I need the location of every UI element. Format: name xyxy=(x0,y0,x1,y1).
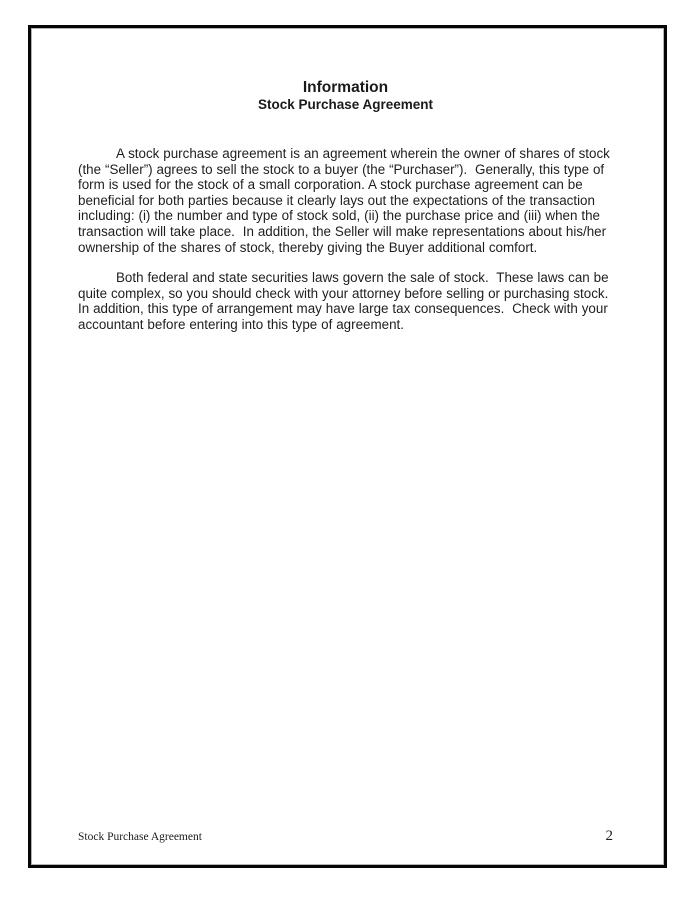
page-border xyxy=(28,25,667,868)
paragraph-legal-notice: Both federal and state securities laws govern the sale of stock. These laws can be quite complex, so you should check with your attorney before selling or purchasing stock. In addition, this type of arrangement may have large tax consequences. Check with your accountant before entering into this type of agreement. xyxy=(78,270,617,332)
document-page xyxy=(31,28,664,865)
document-footer xyxy=(78,828,613,845)
document-subtitle: Stock Purchase Agreement xyxy=(257,97,434,112)
document-body xyxy=(78,146,617,828)
document-title: Information xyxy=(302,79,389,96)
paragraph-intro: A stock purchase agreement is an agreement wherein the owner of shares of stock (the “Seller”) agrees to sell the stock to a buyer (the “Purchaser”). Generally, this type of form is used for the stock of a small corporation. A stock purchase agreement can be beneficial for both parties because it clearly lays out the expectations of the transaction including: (i) the number and type of stock sold, (ii) the purchase price and (iii) when the transaction will take place. In addition, the Seller will make representations about his/her ownership of the shares of stock, thereby giving the Buyer additional comfort. xyxy=(78,146,614,255)
footer-document-name: Stock Purchase Agreement xyxy=(78,831,202,843)
footer-page-number: 2 xyxy=(605,828,613,844)
document-header xyxy=(78,79,613,113)
